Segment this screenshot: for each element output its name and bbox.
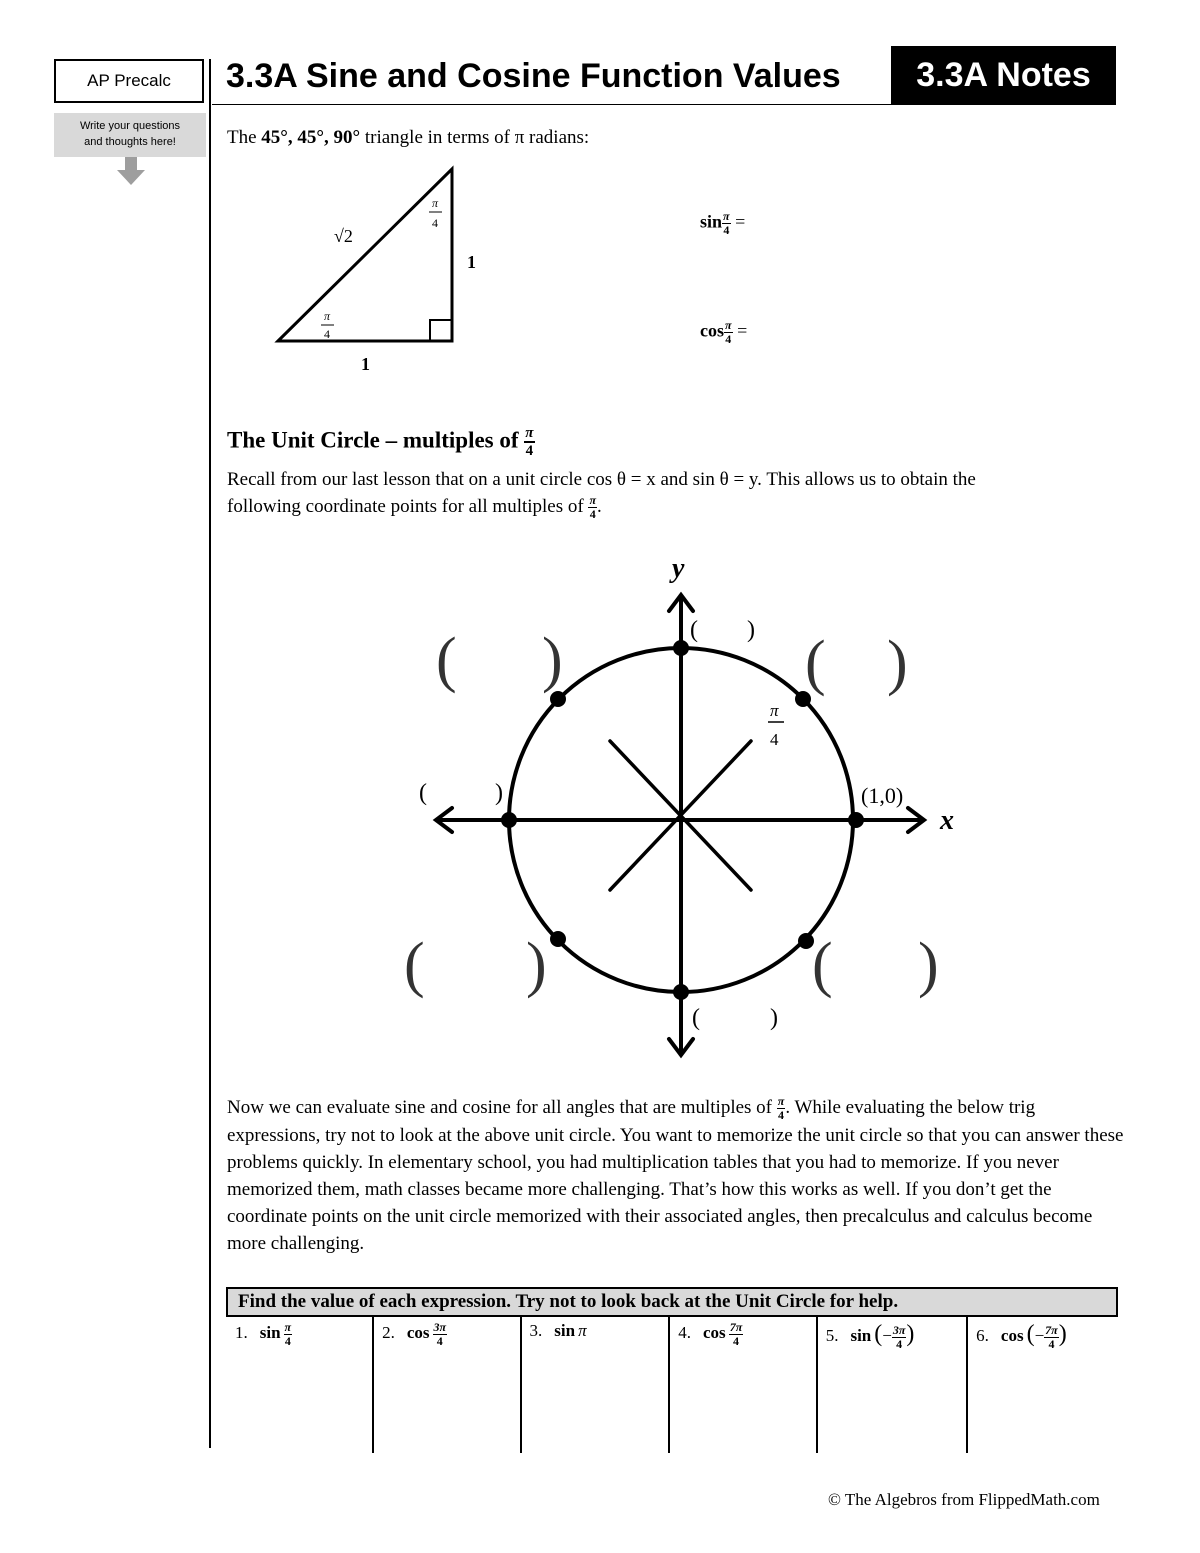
unit-circle-diagram [380, 545, 980, 1065]
recall-text: Recall from our last lesson that on a unit circle cos θ = x and sin θ = y. This allows us to obtain the following coordinate points for all multiples of $\frac{\pi}{4}$ . [227, 469, 976, 522]
y-axis-label: y [672, 553, 685, 584]
exercise-cell[interactable]: 4. cos $\frac{7\pi}{4}$ [669, 1316, 816, 1453]
angle-pi4-den: 4 [770, 730, 779, 749]
cos-pi-over-4-prompt: cos $\frac{\pi}{4}$ = [700, 318, 748, 346]
page-title: 3.3A Sine and Cosine Function Values [226, 57, 841, 95]
lower-right-point-close: ) [918, 931, 939, 999]
triangle-intro: The 45°, 45°, 90° triangle in terms of π radians: [227, 127, 590, 148]
exercise-cell[interactable]: 1. sin $\frac{\pi}{4}$ [235, 1320, 292, 1348]
exercise-cell[interactable]: 3. sin π [521, 1316, 670, 1453]
exercise-cell[interactable]: 6. cos (− $\frac{7\pi}{4}$ ) [967, 1316, 1117, 1453]
down-arrow-icon [112, 157, 150, 187]
bottom-angle-num: π [324, 309, 331, 323]
upper-right-point-close: ) [887, 629, 908, 697]
sidebar-note: Write your questions and thoughts here! [54, 113, 206, 157]
top-point-close: ) [747, 617, 755, 643]
footer-copyright: © The Algebros from FlippedMath.com [828, 1490, 1100, 1509]
bottom-point-open: ( [692, 1005, 700, 1031]
top-angle-num: π [432, 196, 439, 210]
sin-pi-over-4-prompt: sin $\frac{\pi}{4}$ = [700, 209, 746, 237]
bottom-point-close: ) [770, 1005, 778, 1031]
horizontal-leg-label: 1 [361, 354, 370, 374]
top-point-open: ( [690, 617, 698, 643]
lower-left-point-open: ( [404, 931, 425, 999]
x-axis-label: x [940, 805, 954, 836]
top-angle-den: 4 [432, 216, 438, 230]
angle-pi4-num: π [770, 701, 779, 720]
lower-left-point-close: ) [526, 931, 547, 999]
exercise-cell[interactable]: 2. cos $\frac{3\pi}{4}$ [373, 1316, 520, 1453]
upper-left-point-open: ( [436, 626, 457, 694]
point-1-0-label: (1,0) [861, 783, 904, 808]
hypotenuse-label: √2 [334, 226, 353, 246]
notes-badge: 3.3A Notes [891, 46, 1116, 105]
exercise-cell[interactable]: 5. sin (− $\frac{3\pi}{4}$ ) [817, 1316, 967, 1453]
upper-right-point-open: ( [805, 629, 826, 697]
upper-left-point-close: ) [542, 626, 563, 694]
left-point-open: ( [419, 780, 427, 806]
triangle-diagram [260, 160, 520, 380]
section-heading: The Unit Circle – multiples of $\frac{\pi}{4}$ [227, 425, 534, 459]
course-label: AP Precalc [54, 59, 204, 103]
lower-right-point-open: ( [812, 931, 833, 999]
instruction-paragraph: Now we can evaluate sine and cosine for all angles that are multiples of $\frac{\pi}{4}$ . While evaluating the below trig expressions, try not to look at the above unit circle. You want to memorize the unit circle so that you can answer these problems quickly. In elementary school, you had multiplication tables that you had to memorize. If you never memorized them, math classes became more challenging. That’s how this works as well. If you don’t get the coordinate points on the unit circle memorized with their associated angles, then precalculus and calculus become more challenging. [227, 1094, 1124, 1255]
vertical-leg-label: 1 [467, 252, 476, 272]
exercise-instructions: Find the value of each expression. Try not to look back at the Unit Circle for help. [227, 1288, 1117, 1316]
exercise-table [226, 1287, 1118, 1453]
left-point-close: ) [495, 780, 503, 806]
bottom-angle-den: 4 [324, 327, 330, 341]
margin-divider [209, 59, 211, 1448]
